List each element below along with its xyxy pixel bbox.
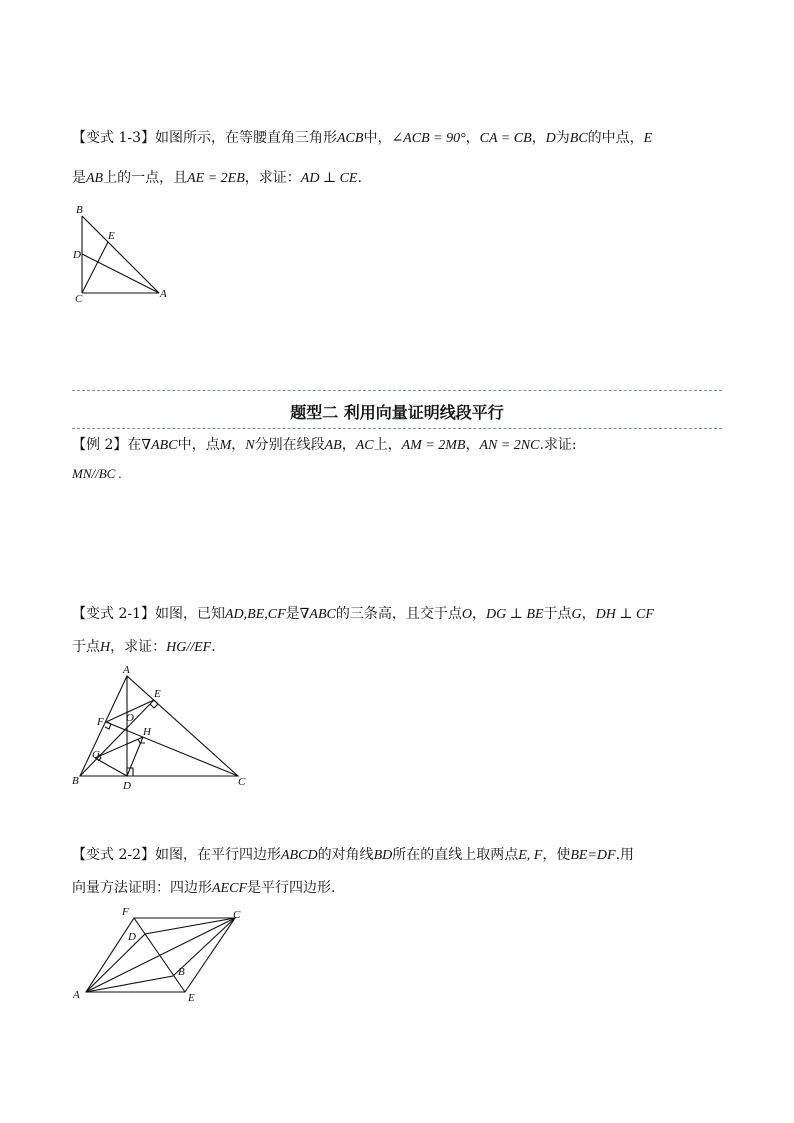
parallelogram-figure bbox=[70, 902, 255, 1007]
text: ， bbox=[341, 437, 356, 453]
text: 的对角线 bbox=[317, 847, 374, 863]
text: 于点 bbox=[72, 639, 100, 655]
label-o: O bbox=[126, 712, 134, 724]
segment-ad bbox=[82, 254, 159, 293]
text: 上的一点，且 bbox=[103, 170, 188, 186]
text: .求证: bbox=[539, 437, 577, 453]
text: 于点 bbox=[543, 606, 572, 622]
math: ∇ABC bbox=[141, 438, 178, 453]
text: 中， bbox=[363, 130, 392, 146]
example-2-line-2: MN//BC . bbox=[72, 466, 122, 481]
label-c: C bbox=[238, 776, 246, 788]
segment-ac bbox=[86, 918, 235, 992]
math: AD ⊥ CE bbox=[300, 171, 358, 186]
math: HG//EF bbox=[166, 640, 212, 655]
math: AB bbox=[86, 171, 104, 186]
text: 为 bbox=[555, 130, 570, 146]
example-tag: 【例 2】 bbox=[72, 437, 128, 453]
label-f: F bbox=[97, 716, 104, 728]
text: 如图所示，在等腰直角三角形 bbox=[155, 130, 337, 146]
right-angle-f bbox=[105, 722, 111, 729]
math: O bbox=[461, 607, 472, 622]
variant-1-3-line-1 bbox=[72, 128, 652, 149]
label-a: A bbox=[73, 989, 80, 1001]
text: ， bbox=[465, 437, 480, 453]
text: 中，点 bbox=[177, 437, 220, 453]
segment-ce bbox=[82, 242, 108, 293]
variant-2-1-line-1 bbox=[72, 604, 654, 625]
text: ， bbox=[472, 606, 486, 622]
text: .用 bbox=[615, 847, 635, 863]
right-triangle-figure bbox=[70, 202, 180, 312]
text: ， bbox=[531, 130, 546, 146]
segment-ab bbox=[82, 216, 159, 293]
variant-tag: 【变式 2-2】 bbox=[72, 847, 155, 863]
text: ，求证： bbox=[110, 639, 167, 655]
math: AC bbox=[355, 438, 374, 453]
altitude-cf bbox=[106, 722, 238, 776]
variant-tag: 【变式 1-3】 bbox=[72, 130, 155, 146]
label-a: A bbox=[123, 664, 130, 676]
math: DH ⊥ CF bbox=[595, 607, 654, 622]
label-b: B bbox=[178, 966, 185, 978]
text: 如图，在平行四边形 bbox=[155, 847, 281, 863]
text: 的三条高，且交于点 bbox=[335, 606, 462, 622]
label-e: E bbox=[154, 688, 161, 700]
math: AM = 2MB bbox=[401, 438, 466, 453]
label-d: D bbox=[123, 780, 131, 792]
example-2-line-1 bbox=[72, 435, 577, 456]
text: ，求证： bbox=[244, 170, 301, 186]
math: AECF bbox=[212, 881, 247, 896]
math: E, F bbox=[518, 848, 543, 863]
text: 在 bbox=[127, 437, 142, 453]
text: 向量方法证明：四边形 bbox=[72, 880, 212, 896]
section-divider-top bbox=[72, 390, 722, 391]
text: 是平行四边形. bbox=[247, 880, 336, 896]
math: BC bbox=[569, 131, 588, 146]
label-a: A bbox=[160, 288, 167, 300]
text: 上， bbox=[373, 437, 402, 453]
variant-2-1-line-2 bbox=[72, 637, 216, 658]
label-c: C bbox=[75, 293, 83, 305]
label-h: H bbox=[143, 726, 151, 738]
math: G bbox=[571, 607, 582, 622]
label-f: F bbox=[122, 906, 129, 918]
label-b: B bbox=[72, 775, 79, 787]
altitudes-triangle-figure bbox=[70, 664, 260, 794]
math: AB bbox=[324, 438, 342, 453]
text: . bbox=[357, 170, 362, 186]
text: ， bbox=[581, 606, 596, 622]
math: AD,BE,CF bbox=[225, 607, 286, 622]
text: 分别在线段 bbox=[254, 437, 325, 453]
math: CA = CB bbox=[479, 131, 532, 146]
section-divider-bottom bbox=[72, 428, 722, 429]
text: 所在的直线上取两点 bbox=[392, 847, 519, 863]
math: D bbox=[545, 131, 556, 146]
text: 的中点， bbox=[587, 130, 644, 146]
label-g: G bbox=[92, 749, 100, 761]
label-d: D bbox=[73, 249, 81, 261]
label-c: C bbox=[233, 909, 241, 921]
text: 是 bbox=[285, 606, 300, 622]
variant-2-2-line-1 bbox=[72, 845, 634, 866]
math: N bbox=[245, 438, 255, 453]
math: AE = 2EB bbox=[187, 171, 245, 186]
math: ∇ABC bbox=[299, 607, 336, 622]
math: M bbox=[219, 438, 232, 453]
math: DG ⊥ BE bbox=[486, 607, 544, 622]
label-e: E bbox=[108, 230, 115, 242]
section-title: 题型二 利用向量证明线段平行 bbox=[290, 403, 504, 422]
text: . bbox=[211, 639, 216, 655]
text: ， bbox=[465, 130, 480, 146]
variant-tag: 【变式 2-1】 bbox=[72, 606, 155, 622]
math: BE=DF bbox=[570, 848, 616, 863]
math: ACB bbox=[337, 131, 364, 146]
variant-2-2-line-2 bbox=[72, 878, 335, 899]
math: H bbox=[100, 640, 111, 655]
math: ∠ACB = 90° bbox=[391, 131, 466, 146]
label-e: E bbox=[188, 992, 195, 1004]
variant-1-3-line-2 bbox=[72, 168, 362, 189]
math: BD bbox=[373, 848, 393, 863]
label-d: D bbox=[128, 931, 136, 943]
math: AN = 2NC bbox=[479, 438, 540, 453]
label-b: B bbox=[76, 204, 83, 216]
text: 是 bbox=[72, 170, 86, 186]
math: ABCD bbox=[281, 848, 318, 863]
math: E bbox=[643, 131, 653, 146]
text: 如图，已知 bbox=[155, 606, 225, 622]
text: ， bbox=[231, 437, 246, 453]
text: ，使 bbox=[542, 847, 571, 863]
